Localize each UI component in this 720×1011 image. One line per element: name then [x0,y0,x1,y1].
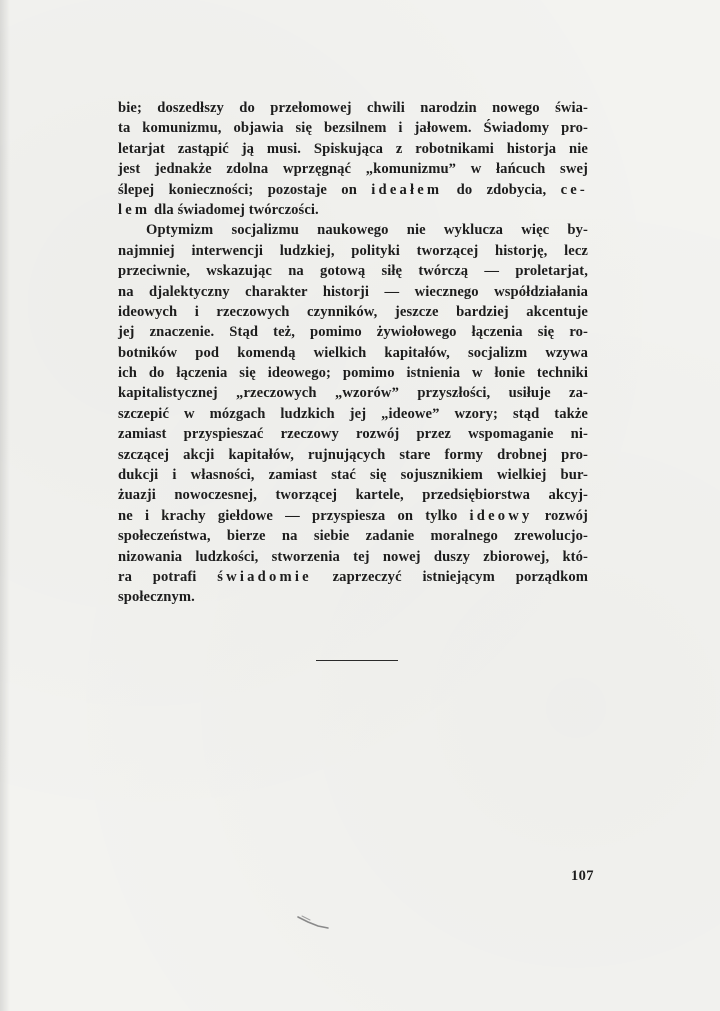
emphasized-word: ideowy [469,507,533,524]
text-line [118,567,588,587]
text-line: jej znaczenie. Stąd też, pomimo żywiołowego łączenia się ro- [118,324,588,341]
emphasized-word: ce- [560,181,588,198]
text-segment: zaprzeczyć istniejącym porządkom [332,568,588,585]
text-line: letarjat zastąpić ją musi. Spiskująca z robotnikami historja nie [118,140,588,157]
text-segment: do zdobycia, [456,181,547,198]
text-line: botników pod komendą wielkich kapitałów, socjalizm wzywa [118,344,588,361]
text-line: ideowych i rzeczowych czynników, jeszcze bardziej akcentuje [118,303,588,320]
text-segment: dla świadomej twórczości. [154,201,319,218]
text-line: jest jednakże zdolna wprzęgnąć „komunizmu” w łańcuch swej [118,161,588,178]
text-line: nizowania ludzkości, stworzenia tej nowej duszy zbiorowej, któ- [118,548,588,565]
text-line: społecznym. [118,589,195,606]
text-line: najmniej interwencji ludzkiej, polityki tworzącej historję, lecz [118,242,588,259]
text-line: ta komunizmu, objawia się bezsilnem i jałowem. Świadomy pro- [118,120,588,137]
text-line [118,506,588,526]
text-line: bie; doszedłszy do przełomowej chwili narodzin nowego świa- [118,100,588,116]
page-edge-shadow [0,0,10,1011]
text-line [118,200,588,220]
ink-mark-icon [296,914,332,930]
text-line: na djalektyczny charakter historji — wiecznego współdziałania [118,283,588,300]
text-segment: ne i krachy giełdowe — przyspiesza on tylko [118,507,458,524]
text-line: szczepić w mózgach ludzkich jej „ideowe” wzory; stąd także [118,405,588,422]
text-segment: ra potrafi [118,568,197,585]
section-divider [316,660,398,661]
text-line: przeciwnie, wskazując na gotową siłę twórczą — proletarjat, [118,263,588,280]
emphasized-word: ideałem [371,181,443,198]
text-line: społeczeństwa, bierze na siebie zadanie moralnego zrewolucjo- [118,528,588,545]
text-line: Optymizm socjalizmu naukowego nie wyklucza więc by- [146,222,588,239]
emphasized-word: lem [118,201,151,218]
text-line: ich do łączenia się ideowego; pomimo istnienia w łonie techniki [118,365,588,382]
body-text [118,98,588,608]
page-number: 107 [571,868,594,884]
text-line [118,180,588,200]
text-line: szczącej akcji kapitałów, rujnujących stare formy drobnej pro- [118,446,588,463]
text-line: zamiast przyspieszać rzeczowy rozwój przez wspomaganie ni- [118,426,588,443]
emphasized-word: świadomie [217,568,312,585]
text-line: żuazji nowoczesnej, tworzącej kartele, przedsiębiorstwa akcyj- [118,487,588,504]
text-line: kapitalistycznej „rzeczowych „wzorów” przyszłości, usiłuje za- [118,385,588,402]
text-line: dukcji i własności, zamiast stać się sojusznikiem wielkiej bur- [118,467,588,484]
text-segment: rozwój [544,507,589,524]
text-segment: ślepej konieczności; pozostaje on [118,181,357,198]
